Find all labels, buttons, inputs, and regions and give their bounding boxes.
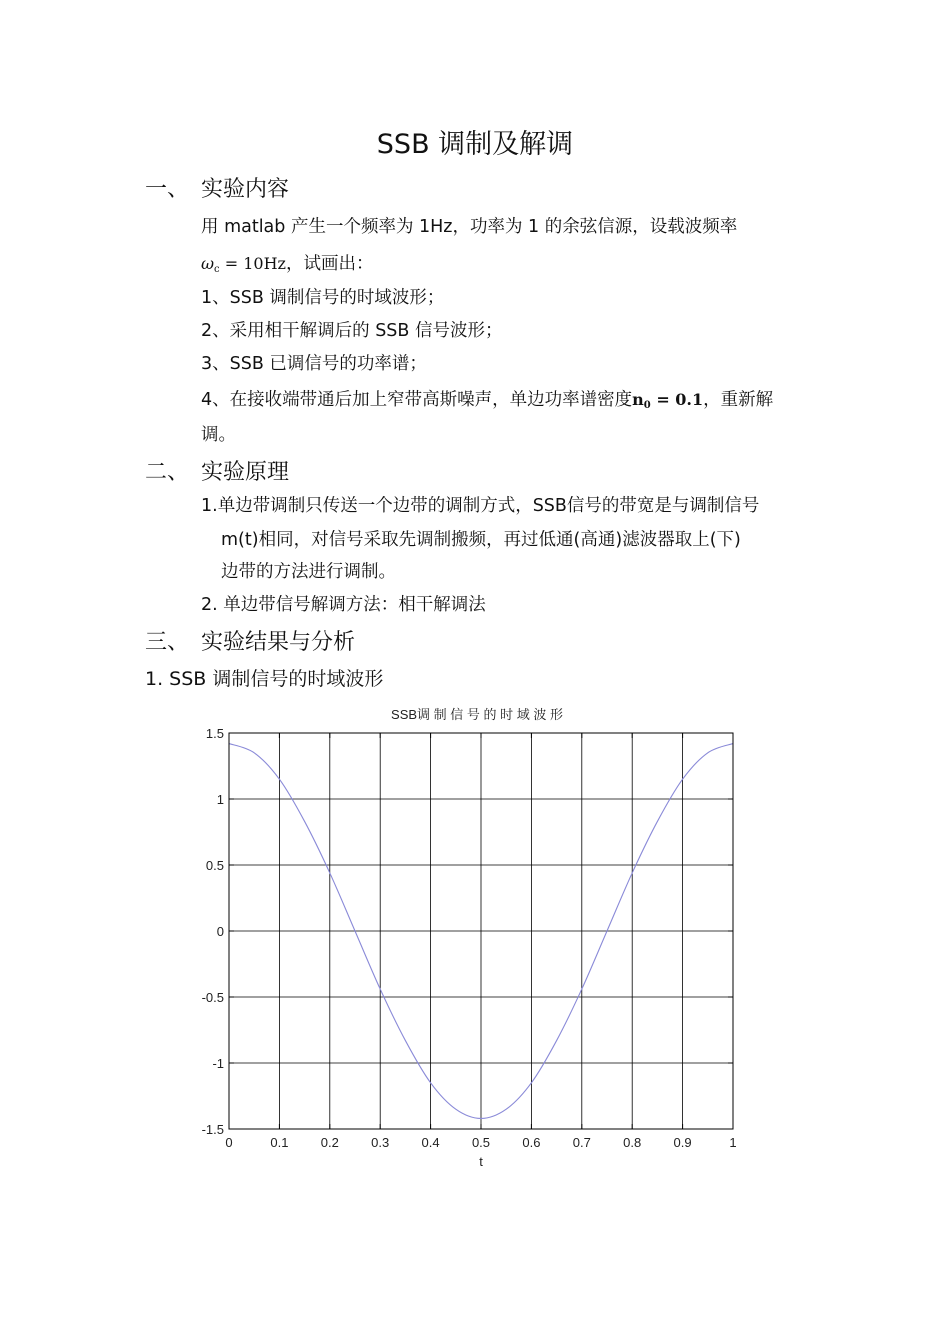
x-tick-label: 0.5: [471, 1135, 491, 1150]
section-number: 三、: [145, 630, 190, 655]
x-tick-label: 0.2: [320, 1135, 339, 1150]
section-heading-principle: [145, 455, 289, 486]
carrier-frequency-formula: [201, 254, 286, 273]
noise-subscript: 0: [643, 400, 651, 411]
chart-grid: [229, 733, 733, 1129]
x-axis-label: t: [479, 1154, 483, 1169]
noise-density-formula: [632, 390, 703, 409]
list-item-4: [201, 386, 773, 411]
chart-ticks: [202, 726, 737, 1150]
list-item: 3、SSB 已调信号的功率谱；: [201, 354, 427, 374]
x-tick-label: 0.6: [522, 1135, 541, 1150]
content-line-1: 用 matlab 产生一个频率为 1Hz，功率为 1 的余弦信源，设载波频率: [201, 217, 738, 237]
carrier-value: = 10Hz: [219, 254, 286, 273]
x-tick-label: 0: [225, 1135, 233, 1150]
ssb-waveform-chart: [180, 690, 770, 1180]
list-item: 1、SSB 调制信号的时域波形；: [201, 288, 445, 308]
section-title: 实验结果与分析: [201, 630, 356, 655]
x-tick-label: 0.9: [673, 1135, 692, 1150]
x-tick-label: 0.8: [623, 1135, 642, 1150]
results-item-1: 1. SSB 调制信号的时域波形: [145, 668, 384, 690]
y-tick-label: 0: [216, 924, 224, 939]
content-line-2-text: ，试画出：: [285, 254, 374, 274]
x-tick-label: 0.7: [572, 1135, 591, 1150]
item4-text: 4、在接收端带通后加上窄带高斯噪声，单边功率谱密度: [201, 390, 633, 410]
carrier-subscript: c: [214, 264, 220, 275]
principle-line-3: 边带的方法进行调制。: [221, 562, 396, 582]
x-tick-label: 0.4: [421, 1135, 440, 1150]
chart-title: SSB调 制 信 号 的 时 域 波 形: [391, 707, 563, 722]
x-tick-label: 0.1: [270, 1135, 289, 1150]
noise-value: = 0.1: [650, 390, 704, 409]
y-tick-label: 1.5: [205, 726, 224, 741]
section-heading-results: [145, 625, 355, 656]
section-title: 实验内容: [201, 177, 290, 202]
list-item: 2、采用相干解调后的 SSB 信号波形；: [201, 321, 503, 341]
document-title: SSB 调制及解调: [376, 129, 574, 160]
y-tick-label: 0.5: [205, 858, 224, 873]
y-tick-label: -0.5: [201, 990, 224, 1005]
x-tick-label: 0.3: [371, 1135, 390, 1150]
principle-line-4: 2. 单边带信号解调方法：相干解调法: [201, 595, 486, 615]
y-tick-label: -1.5: [201, 1122, 224, 1137]
noise-symbol: n: [632, 390, 644, 409]
y-tick-label: -1: [212, 1056, 224, 1071]
y-tick-label: 1: [216, 792, 224, 807]
item4-suffix: ，重新解: [703, 390, 774, 410]
principle-line-1: 1.单边带调制只传送一个边带的调制方式，SSB信号的带宽是与调制信号: [201, 496, 760, 516]
principle-line-2: m(t)相同，对信号采取先调制搬频，再过低通(高通)滤波器取上(下): [221, 530, 741, 550]
x-tick-label: 1: [729, 1135, 737, 1150]
omega-symbol: ω: [201, 254, 215, 273]
section-number: 一、: [145, 177, 190, 202]
list-item-4-continued: 调。: [201, 425, 236, 445]
content-line-2: [201, 250, 373, 275]
section-number: 二、: [145, 460, 190, 485]
section-heading-content: [145, 172, 289, 203]
section-title: 实验原理: [201, 460, 290, 485]
